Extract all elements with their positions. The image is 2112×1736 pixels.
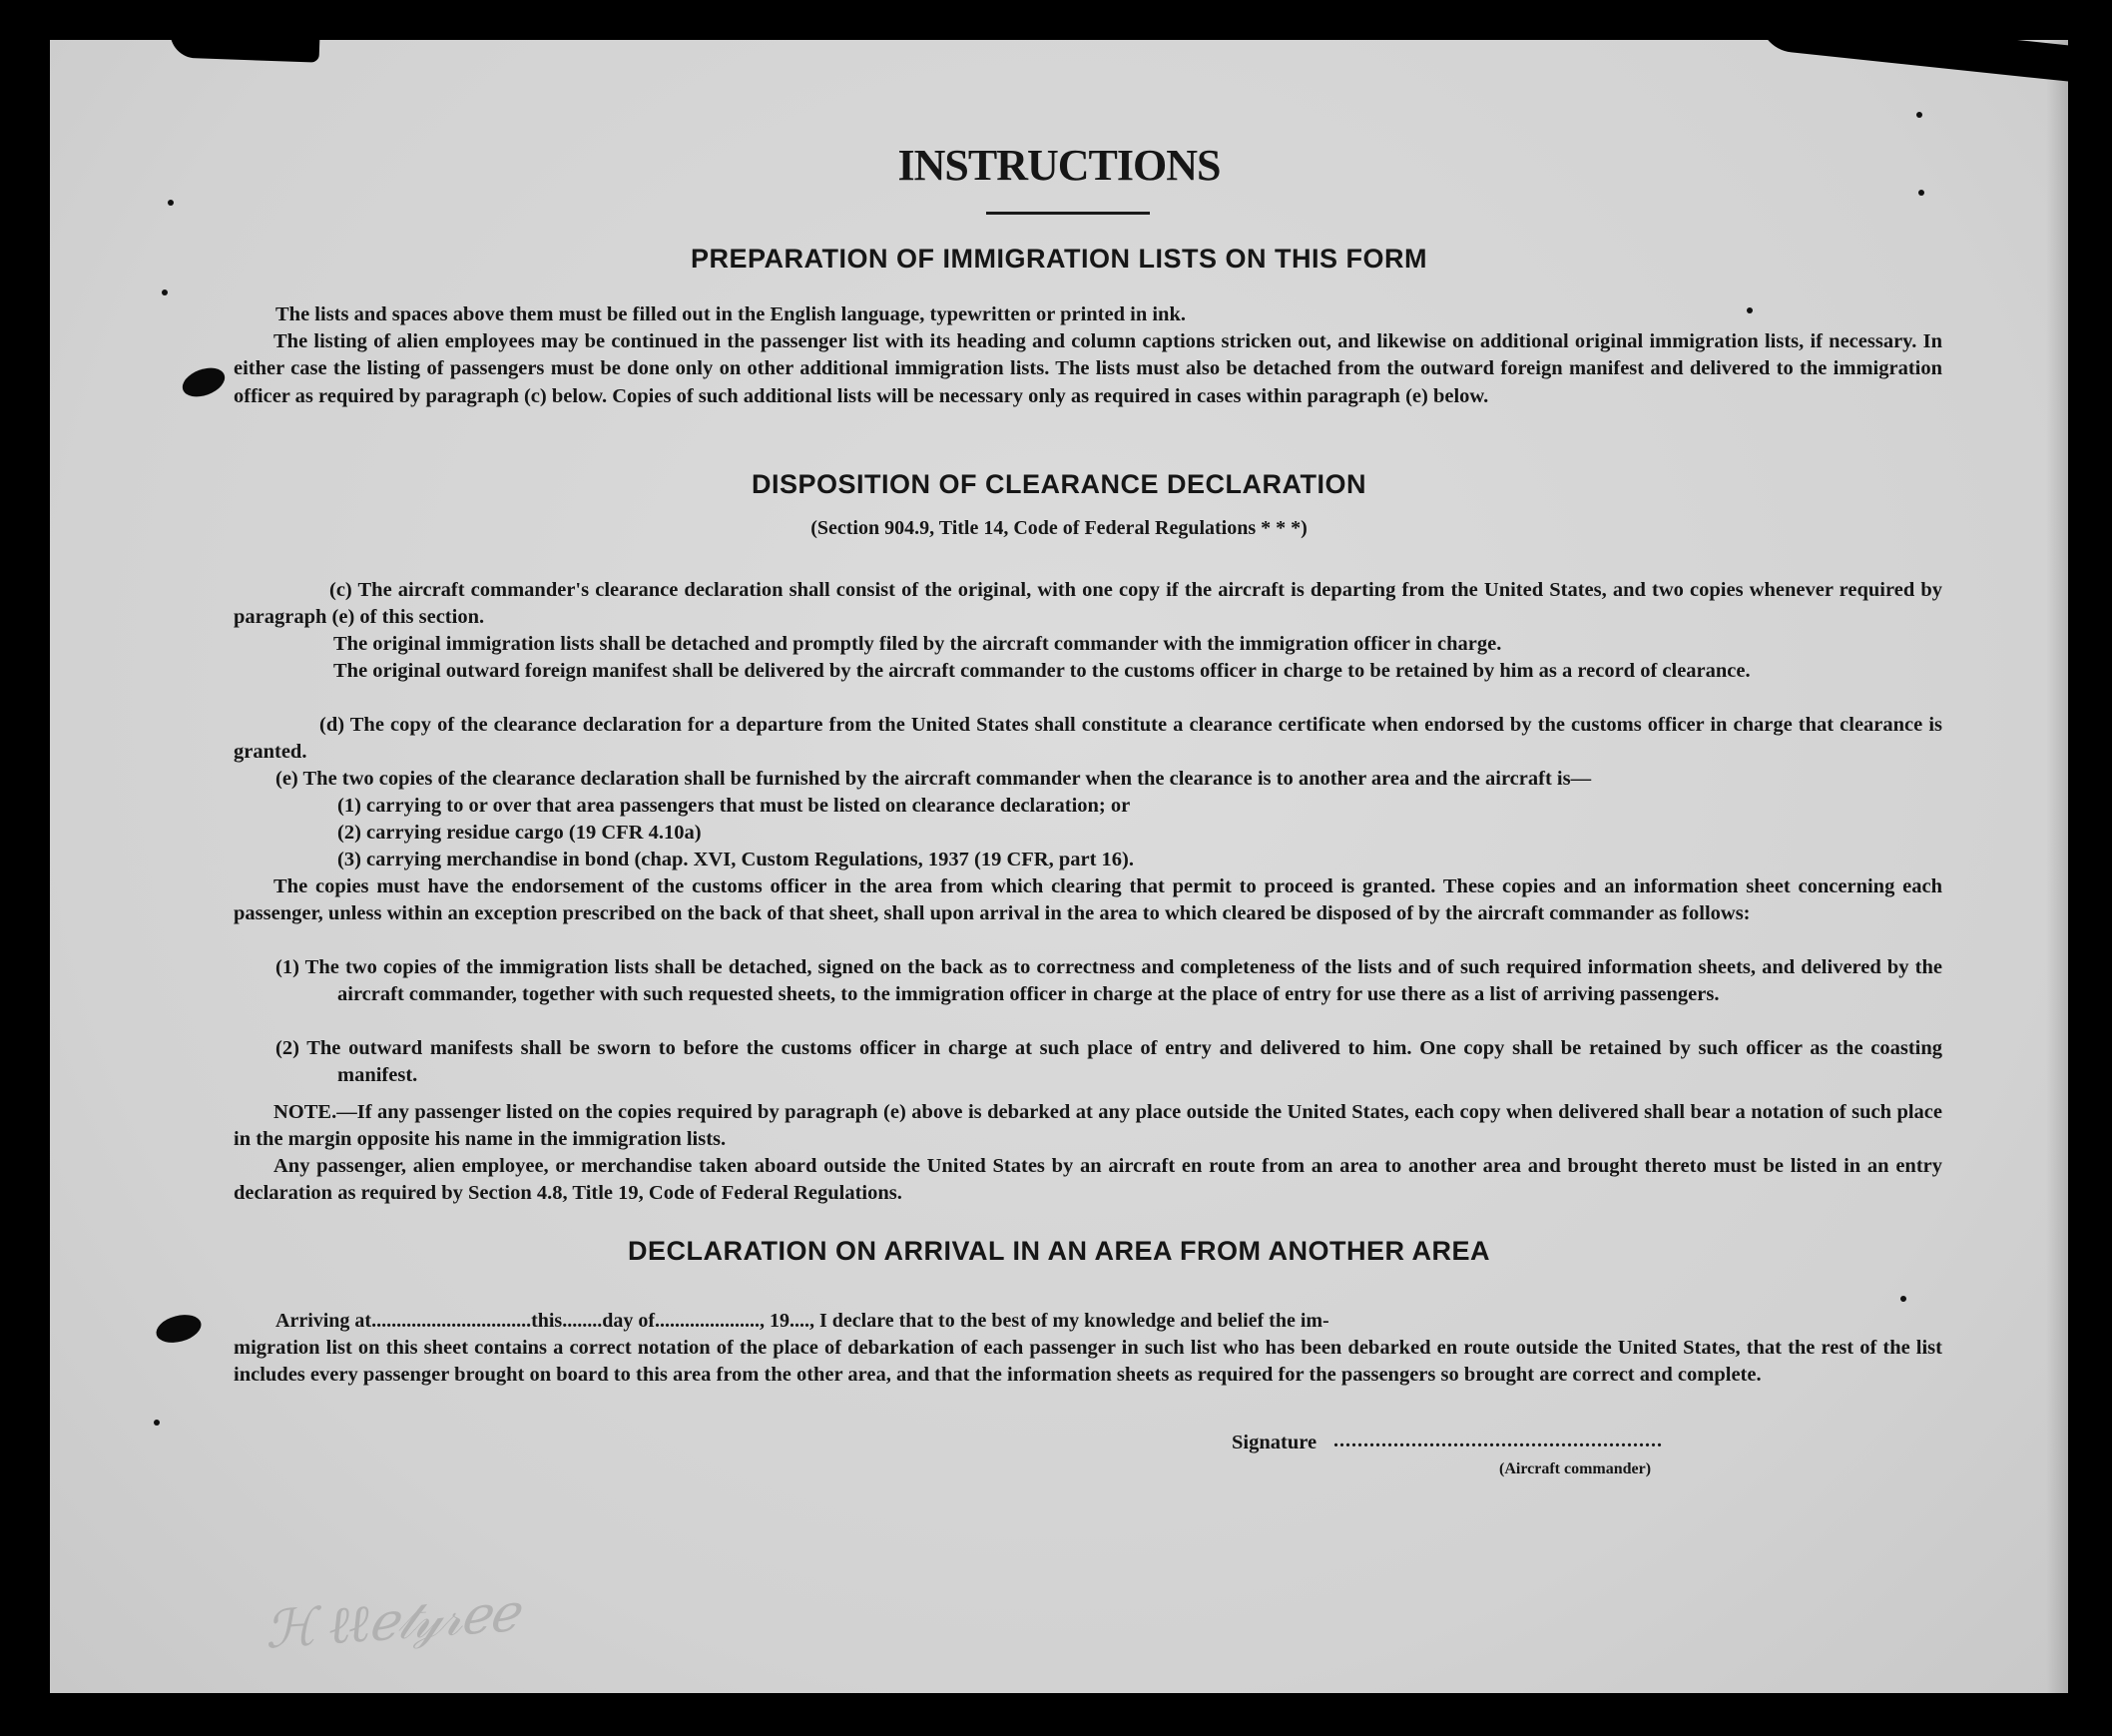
- paragraph-d: (d) The copy of the clearance declaration for a departure from the United States shall constitute a clearance certificate when endorsed by the customs officer in charge that clearance is granted.: [234, 714, 1942, 764]
- disposition-heading: DISPOSITION OF CLEARANCE DECLARATION: [751, 469, 1366, 499]
- preparation-paragraph-1: The lists and spaces above them must be filled out in the English language, typewritten or printed in ink.: [275, 303, 1186, 325]
- document-sheet: [50, 40, 2068, 1693]
- paragraph-c-sub-1: The original immigration lists shall be detached and promptly filed by the aircraft commander with the immigration officer in charge.: [333, 633, 1502, 655]
- arrival-heading: DECLARATION ON ARRIVAL IN AN AREA FROM ANOTHER AREA: [628, 1236, 1490, 1266]
- paragraph-c: (c) The aircraft commander's clearance declaration shall consist of the original, with one copy if the aircraft is departing from the United States, and two copies whenever required by paragraph (e) of this section.: [234, 579, 1942, 629]
- paragraph-c-sub-2: The original outward foreign manifest shall be delivered by the aircraft commander to the customs officer in charge to be retained by him as a record of clearance.: [333, 660, 1751, 682]
- signature-label: Signature: [1232, 1432, 1318, 1453]
- copies-paragraph: The copies must have the endorsement of the customs officer in the area from which clearing that permit to proceed is granted. These copies and an information sheet concerning each passenger, unless within an exception prescribed on the back of that sheet, shall upon arrival in the area to which cleared be disposed of by the aircraft commander as follows:: [234, 875, 1942, 925]
- paragraph-e-item-2: (2) carrying residue cargo (19 CFR 4.10a): [337, 822, 702, 844]
- disposition-citation: (Section 904.9, Title 14, Code of Federal Regulations * * *): [810, 517, 1308, 539]
- ink-blot: [153, 1310, 204, 1347]
- speck: [1916, 112, 1922, 118]
- entry-declaration-paragraph: Any passenger, alien employee, or merchandise taken aboard outside the United States by an aircraft en route from an area to another area and brought thereto must be listed in an entry declaration as required by Section 4.8, Title 19, Code of Federal Regulations.: [234, 1155, 1942, 1205]
- paragraph-e-item-3: (3) carrying merchandise in bond (chap. XVI, Custom Regulations, 1937 (19 CFR, part 16).: [337, 849, 1134, 870]
- disposal-item-2: (2) The outward manifests shall be sworn to before the customs officer in charge at such place of entry and delivered to him. One copy shall be retained by such officer as the coasting manifest.: [275, 1037, 1942, 1087]
- paragraph-e: (e) The two copies of the clearance declaration shall be furnished by the aircraft commander when the clearance is to another area and the aircraft is—: [275, 768, 1592, 790]
- title-rule: [986, 212, 1150, 215]
- faint-handwriting: ℋ ℓℓℯ𝓉𝓎𝓇ℯℯ: [263, 1583, 519, 1661]
- speck: [162, 289, 168, 295]
- page-title: INSTRUCTIONS: [897, 141, 1221, 190]
- torn-corner: [1756, 40, 2068, 83]
- speck: [1747, 307, 1753, 313]
- speck: [154, 1420, 160, 1426]
- ink-blot: [179, 362, 229, 401]
- torn-corner: [170, 40, 320, 63]
- arrival-first-line: Arriving at................................this........day of....................., 19...., I declare that to the best of my knowledge and belief the im-: [275, 1310, 1329, 1332]
- note-paragraph: NOTE.—If any passenger listed on the copies required by paragraph (e) above is debarked at any place outside the United States, each copy when delivered shall bear a notation of such place in the margin opposite his name in the immigration lists.: [234, 1101, 1942, 1151]
- signature-caption: (Aircraft commander): [1499, 1460, 1652, 1477]
- arrival-declaration-text: migration list on this sheet contains a correct notation of the place of debarkation of each passenger in such list who has been debarked en route outside the United States, that the rest of the list includes every passenger brought on board to this area from the other area, and that the information sheets as required for the passengers so brought are correct and complete.: [234, 1337, 1942, 1387]
- speck: [1900, 1296, 1906, 1302]
- speck: [168, 200, 174, 206]
- page-edge-shadow: [2046, 40, 2068, 1693]
- disposal-item-1: (1) The two copies of the immigration lists shall be detached, signed on the back as to correctness and completeness of the lists and of such required information sheets, and delivered by the aircraft commander, together with such requested sheets, to the immigration officer in charge at the place of entry for use there as a list of arriving passengers.: [275, 956, 1942, 1006]
- paragraph-e-item-1: (1) carrying to or over that area passengers that must be listed on clearance declaration; or: [337, 795, 1131, 817]
- preparation-heading: PREPARATION OF IMMIGRATION LISTS ON THIS FORM: [691, 244, 1427, 274]
- preparation-paragraph-2: The listing of alien employees may be continued in the passenger list with its heading and column captions stricken out, and likewise on additional original immigration lists, if necessary. In either case the listing of passengers must be done only on other additional immigration lists. The lists must also be detached from the outward foreign manifest and delivered to the immigration officer as required by paragraph (c) below. Copies of such additional lists will be necessary only as required in cases within paragraph (e) below.: [234, 330, 1942, 407]
- signature-line: .......................................................: [1333, 1430, 1663, 1451]
